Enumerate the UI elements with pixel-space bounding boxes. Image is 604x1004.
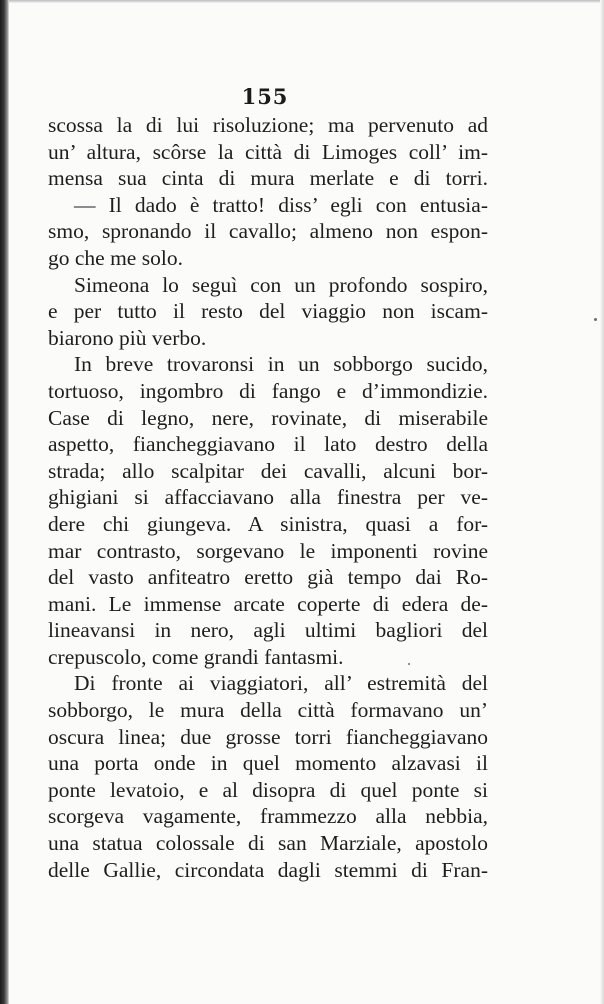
page-right-edge [600,0,604,1004]
text-line: delle Gallie, circondata dagli stemmi di Fran- [48,857,488,882]
text-line: scorgeva vagamente, frammezzo alla nebbia, [48,804,488,829]
print-speck [594,318,597,321]
text-line: un’ altura, scôrse la città di Limoges coll’ im- [48,139,488,164]
text-line: ghigiani si affacciavano alla finestra per ve- [48,485,488,510]
text-line: scossa la di lui risoluzione; ma pervenuto ad [48,113,488,137]
text-line: biarono più verbo. [48,325,207,350]
text-line: mensa sua cinta di mura merlate e di torri. [48,166,488,191]
text-line: aspetto, fiancheggiavano il lato destro della [48,432,488,457]
text-line: Simeona lo seguì con un profondo sospiro, [74,272,488,297]
text-line: dere chi giungeva. A sinistra, quasi a for- [48,511,488,536]
text-line: tortuoso, ingombro di fango e d’immondizie. [48,378,488,403]
text-line: In breve trovaronsi in un sobborgo sucido, [74,352,488,377]
text-line: una statua colossale di san Marziale, apostolo [48,831,488,856]
text-line: ponte levatoio, e al disopra di quel ponte si [48,777,488,802]
print-speck [408,663,410,665]
page-number: 155 [241,84,289,109]
text-line: Di fronte ai viaggiatori, all’ estremità del [74,671,488,696]
text-line: e per tutto il resto del viaggio non iscam- [48,299,488,324]
text-line: mani. Le immense arcate coperte di edera de- [48,591,488,616]
text-line: lineavansi in nero, agli ultimi bagliori del [48,618,488,643]
text-line: smo, spronando il cavallo; almeno non espon- [48,219,488,244]
text-line: sobborgo, le mura della città formavano un’ [48,698,488,723]
text-line: una porta onde in quel momento alzavasi il [48,751,488,776]
text-line: mar contrasto, sorgevano le imponenti rovine [48,538,488,563]
binding-edge [0,0,9,1004]
text-line: Case di legno, nere, rovinate, di miserabile [48,405,488,430]
text-line: strada; allo scalpitar dei cavalli, alcuni bor- [48,458,488,483]
text-line: del vasto anfiteatro eretto già tempo dai Ro- [48,565,488,590]
text-line: go che me solo. [48,245,183,270]
page-top-edge [9,0,604,3]
text-line: — Il dado è tratto! diss’ egli con entusia- [74,192,488,217]
text-line: oscura linea; due grosse torri fiancheggiavano [48,724,488,749]
body-text [48,112,488,883]
text-line: crepuscolo, come grandi fantasmi. [48,644,344,669]
